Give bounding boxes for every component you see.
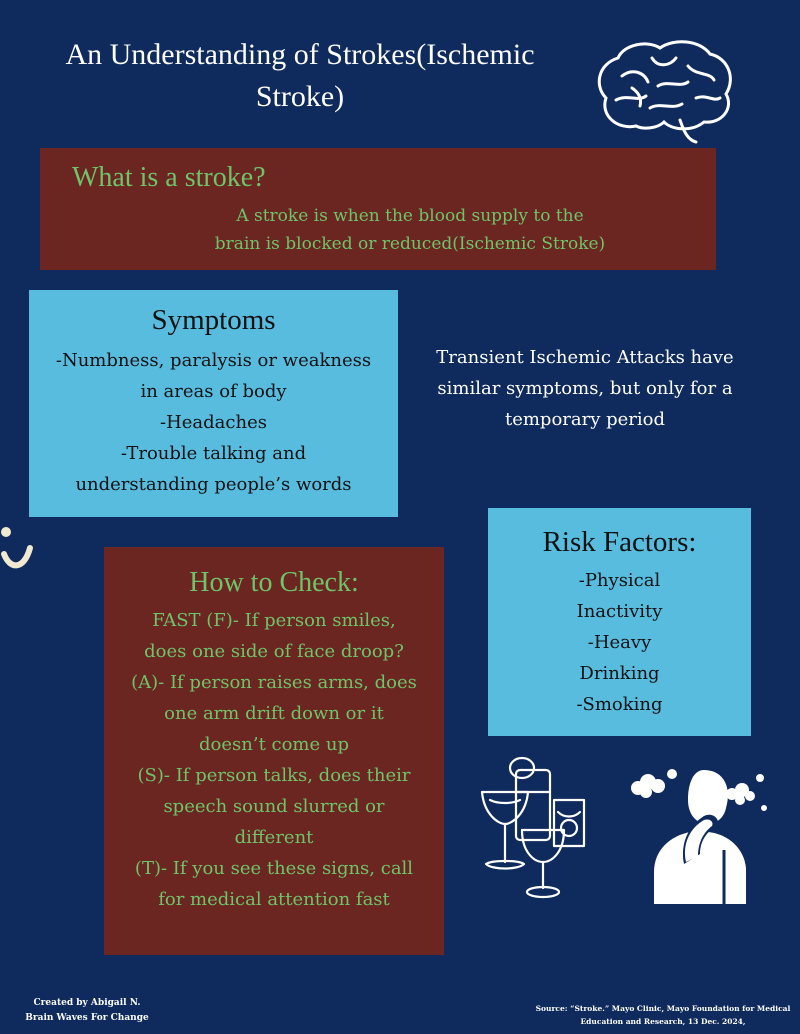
risk-factors-panel	[488, 508, 751, 736]
drinks-icon	[472, 752, 612, 902]
headache-person-icon	[624, 764, 774, 906]
tia-line: Transient Ischemic Attacks have	[436, 347, 734, 368]
tia-line: temporary period	[504, 409, 666, 430]
symptoms-heading: Symptoms	[151, 304, 276, 336]
symptoms-panel	[29, 290, 398, 517]
risk-line: -Heavy	[587, 632, 652, 653]
what-description	[190, 202, 630, 258]
check-line: doesn’t come up	[199, 734, 349, 755]
check-line: for medical attention fast	[158, 889, 390, 910]
check-list	[104, 605, 444, 915]
check-line: (S)- If person talks, does their	[137, 765, 411, 786]
check-line: FAST (F)- If person smiles,	[152, 610, 396, 631]
credit-line-1: Created by Abigail N.	[33, 998, 141, 1008]
check-line: (A)- If person raises arms, does	[131, 672, 417, 693]
source-citation	[530, 1002, 796, 1028]
what-line-2: brain is blocked or reduced(Ischemic Stroke)	[214, 234, 606, 254]
brain-icon	[588, 36, 738, 148]
symptom-line: -Numbness, paralysis or weakness	[55, 350, 372, 371]
check-line: one arm drift down or it	[164, 703, 384, 724]
credit-text	[12, 996, 162, 1026]
squiggle-icon	[0, 524, 34, 574]
what-heading: What is a stroke?	[72, 162, 266, 193]
risk-line: Drinking	[579, 663, 660, 684]
risk-list	[488, 565, 751, 720]
tia-line: similar symptoms, but only for a	[437, 378, 733, 399]
risk-line: -Smoking	[576, 694, 663, 715]
check-line: different	[234, 827, 314, 848]
what-is-stroke-panel	[40, 148, 716, 270]
title-line-2: Stroke)	[255, 80, 345, 113]
source-line-2: Education and Research, 13 Dec. 2024,	[580, 1017, 746, 1026]
credit-line-2: Brain Waves For Change	[25, 1013, 149, 1023]
check-line: (T)- If you see these signs, call	[134, 858, 414, 879]
symptom-line: understanding people’s words	[75, 474, 352, 495]
check-line: speech sound slurred or	[163, 796, 385, 817]
source-line-1: Source: “Stroke.” Mayo Clinic, Mayo Foundation for Medical	[535, 1004, 791, 1013]
symptom-line: -Headaches	[160, 412, 267, 433]
tia-note	[424, 342, 746, 435]
title-line-1: An Understanding of Strokes(Ischemic	[65, 38, 535, 71]
symptoms-list	[29, 345, 398, 500]
what-line-1: A stroke is when the blood supply to the	[236, 206, 584, 226]
check-line: does one side of face droop?	[144, 641, 404, 662]
risk-line: Inactivity	[576, 601, 663, 622]
check-heading: How to Check:	[189, 567, 359, 598]
how-to-check-panel	[104, 547, 444, 955]
risk-heading: Risk Factors:	[542, 526, 697, 558]
page-title	[20, 34, 580, 118]
risk-line: -Physical	[578, 570, 661, 591]
symptom-line: -Trouble talking and	[120, 443, 307, 464]
symptom-line: in areas of body	[140, 381, 287, 402]
